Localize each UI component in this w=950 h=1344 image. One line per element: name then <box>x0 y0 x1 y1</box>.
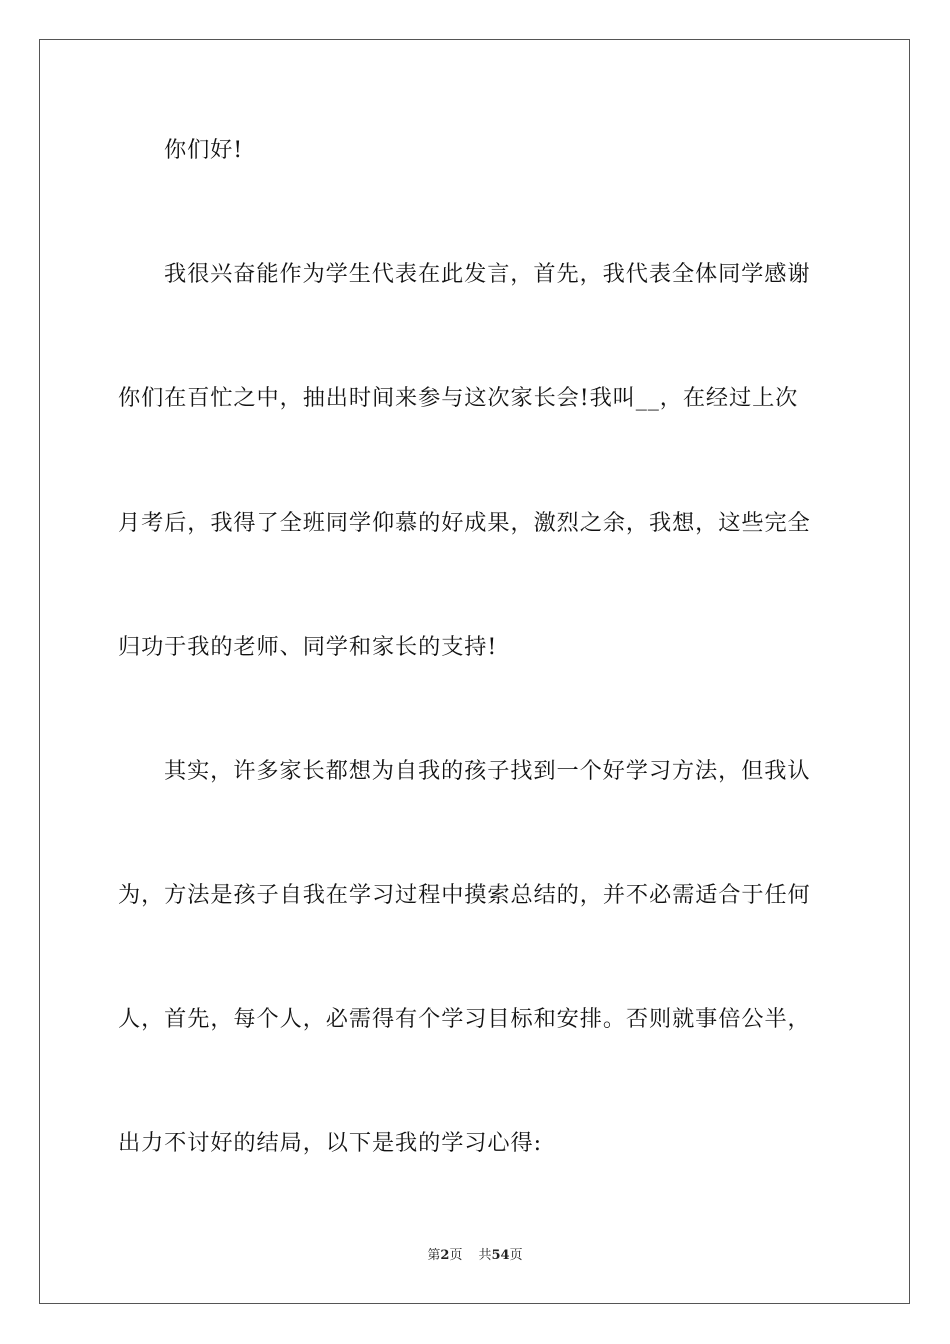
page-footer <box>0 1247 950 1265</box>
total-pages: 54 <box>491 1248 510 1263</box>
paragraph-2-line-1: 其实，许多家长都想为自我的孩子找到一个好学习方法，但我认 <box>164 758 811 784</box>
paragraph-1-line-1: 我很兴奋能作为学生代表在此发言，首先，我代表全体同学感谢 <box>164 261 811 287</box>
paragraph-1-line-3: 月考后，我得了全班同学仰慕的好成果，激烈之余，我想，这些完全 <box>118 510 811 536</box>
paragraph-2-line-3: 人，首先，每个人，必需得有个学习目标和安排。否则就事倍公半， <box>118 1006 811 1032</box>
page-suffix: 页 <box>449 1248 463 1263</box>
greeting-line: 你们好! <box>164 137 244 163</box>
total-prefix: 共 <box>478 1248 492 1263</box>
paragraph-1-line-4: 归功于我的老师、同学和家长的支持! <box>118 634 498 660</box>
page-border <box>39 39 910 1304</box>
paragraph-2-line-2: 为，方法是孩子自我在学习过程中摸索总结的，并不必需适合于任何 <box>118 882 811 908</box>
paragraph-1-line-2: 你们在百忙之中，抽出时间来参与这次家长会!我叫__，在经过上次 <box>118 385 799 411</box>
total-suffix: 页 <box>509 1248 523 1263</box>
page-prefix: 第 <box>427 1248 441 1263</box>
paragraph-2-line-4: 出力不讨好的结局，以下是我的学习心得: <box>118 1130 542 1156</box>
page-number: 2 <box>440 1248 450 1263</box>
